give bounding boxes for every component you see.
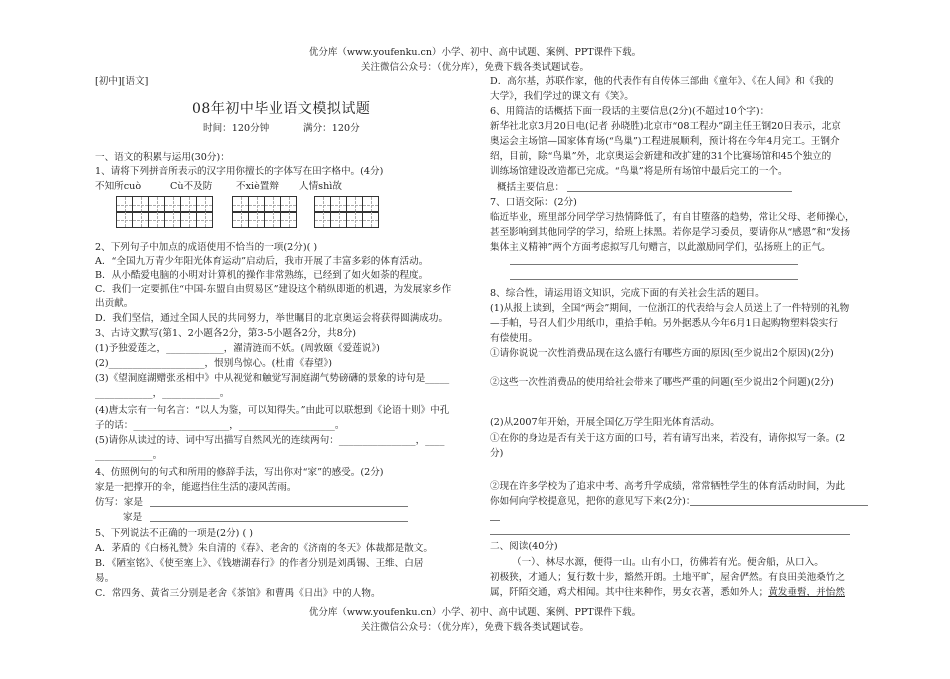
reading-passage-3b-underlined: 黄发垂髫，并怡然: [768, 587, 845, 598]
question-6-passage-4: 训练场馆建设改造都已完成。“鸟巢”将是所有场馆中最后完工的一个。: [490, 166, 788, 177]
pinyin-3: 不xiè置辩: [236, 181, 279, 192]
question-3: 3、古诗文默写(第1、2小题各2分，第3-5小题各2分，共8分): [95, 328, 357, 339]
question-8-sub-2: ②这些一次性消费品的使用给社会带来了哪些严重的问题(至少说出2个问题)(2分): [490, 377, 834, 388]
question-8: 8、综合性，请运用语文知识，完成下面的有关社会生活的题目。: [490, 288, 765, 299]
question-6: 6、用简洁的话概括下面一段话的主要信息(2分)(不超过10个字)：: [490, 106, 770, 117]
question-8-passage-2: —手帕，号召人们少用纸巾，重拾手帕。另外据悉从今年6月1日起购物塑料袋实行: [490, 318, 838, 329]
question-7-passage-1: 临近毕业，班里部分同学学习热情降低了，有自甘堕落的趋势，常让父母、老师操心，: [490, 212, 855, 223]
question-2-option-c-line1: C．我们一定要抓住“中国-东盟自由贸易区”建设这个稍纵即逝的机遇，为发展家乡作: [95, 284, 452, 295]
question-8-passage-3: 有偿使用。: [490, 333, 538, 344]
question-2-option-d: D．我们坚信，通过全国人民的共同努力，举世瞩目的北京奥运会将获得圆满成功。: [95, 313, 449, 324]
question-2-option-c-line2: 出贡献。: [95, 298, 134, 309]
exam-time: 时间：120分钟: [203, 123, 270, 134]
pinyin-4: 人情shì故: [299, 181, 342, 192]
question-2: 2、下列句子中加点的成语使用不恰当的一项(2分)( ): [95, 242, 318, 253]
question-6-answer-label: 概括主要信息：: [497, 182, 565, 193]
question-2-option-a: A．“全国九万青少年阳光体育运动”启动后，我市开展了丰富多彩的体育活动。: [95, 256, 429, 267]
question-8-answer-line-3[interactable]: [490, 534, 850, 535]
question-8-answer-line-2[interactable]: [490, 520, 500, 521]
question-4: 4、仿照例句的句式和所用的修辞手法，写出你对“家”的感受。(2分): [95, 467, 384, 478]
question-5-option-b-line1: B．《陋室铭》、《使至塞上》、《钱塘湖春行》的作者分别是刘禹锡、王维、白居: [95, 558, 424, 569]
question-8-part-2-sub-2-line2: 你如何向学校提意见，把你的意见写下来(2分)：: [490, 496, 696, 507]
question-6-passage-3: 绍，目前，除“鸟巢”外，北京奥运会新建和改扩建的31个比赛场馆和45个独立的: [490, 151, 832, 162]
reading-passage-2: 初极狭，才通人；复行数十步，豁然开朗。土地平旷，屋舍俨然。有良田美池桑竹之: [490, 572, 845, 583]
footer-line-1: 优分库（www.youfenku.cn）小学、初中、高中试题、案例、PPT课件下载。: [308, 607, 642, 618]
question-8-part-2: (2)从2007年开始，开展全国亿万学生阳光体育活动。: [490, 417, 720, 428]
writing-grid-3b[interactable]: [232, 211, 296, 228]
exam-score: 满分：120分: [303, 123, 360, 134]
question-4-answer-2-line[interactable]: [150, 521, 408, 522]
reading-passage-3: [490, 586, 845, 599]
pinyin-2: Cù不及防: [170, 181, 213, 192]
writing-grid-4b[interactable]: [314, 211, 378, 228]
question-6-answer-line[interactable]: [567, 191, 792, 192]
question-3-3-line1: (3)《望洞庭湖赠张丞相中》中从视觉和触觉写洞庭湖气势磅礴的景象的诗句是_____: [95, 373, 450, 384]
question-4-example: 家是一把撑开的伞，能遮挡住生活的凄风苦雨。: [95, 482, 297, 493]
question-6-passage-1: 新华社北京3月20日电(记者 孙晓胜)北京市“08工程办”副主任王钢20日表示，北京: [490, 121, 841, 132]
footer-line-2: 关注微信公众号：（优分库），免费下载各类试题试卷。: [360, 622, 589, 633]
question-8-passage-1: (1)从报上读到，全国“两会”期间，一位浙江的代表给与会人员送上了一件特别的礼物: [490, 303, 850, 314]
question-4-answer-1-label: 仿写：家是: [95, 497, 143, 508]
question-7-answer-line-1[interactable]: [510, 264, 798, 265]
question-2-option-b: B．从小酷爱电脑的小明对计算机的操作非常熟练，已经到了如火如荼的程度。: [95, 270, 429, 281]
question-7-answer-line-2[interactable]: [510, 279, 798, 280]
question-5-option-a: A．茅盾的《白杨礼赞》朱自清的《春》、老舍的《济南的冬天》体裁都是散文。: [95, 543, 433, 554]
question-4-answer-2-label: 家是: [123, 512, 143, 523]
question-5-option-d-line2: 大学》，我们学过的课文有《笑》。: [490, 91, 634, 102]
question-3-4-line1: (4)唐太宗有一句名言：“以人为鉴，可以知得失。”由此可以联想到《论语十则》中孔: [95, 405, 450, 416]
question-3-5-line1: (5)请你从读过的诗、词中写出描写自然风光的连续两句：________________，____: [95, 435, 445, 446]
question-5-option-d-line1: D．高尔基，苏联作家，他的代表作有自传体三部曲《童年》、《在人间》和《我的: [490, 76, 834, 87]
question-3-2: (2)____________________，恨别鸟惊心。(杜甫《春望》): [95, 358, 332, 369]
subject-tag: [初中][语文]: [95, 76, 149, 87]
question-3-3-line2: ____________，____________。: [95, 388, 230, 399]
question-5: 5、下列说法不正确的一项是(2分) ( ): [95, 528, 253, 539]
question-3-4-line2: 子的话：____________________，____________________。: [95, 420, 345, 431]
question-3-5-line2: ____________。: [95, 450, 163, 461]
question-7: 7、口语交际：(2分): [490, 197, 577, 208]
header-line-1: 优分库（www.youfenku.cn）小学、初中、高中试题、案例、PPT课件下载。: [308, 47, 642, 58]
question-5-option-c: C．常四务、黄省三分别是老舍《茶馆》和曹禺《日出》中的人物。: [95, 588, 381, 599]
page-title: 08年初中毕业语文模拟试题: [192, 101, 371, 117]
question-8-answer-line-1[interactable]: [690, 505, 868, 506]
section-1-heading: 一、语文的积累与运用(30分)：: [95, 152, 230, 163]
section-2-heading: 二、阅读(40分): [490, 541, 558, 552]
question-8-sub-1: ①请你说说一次性消费品现在这么盛行有哪些方面的原因(至少说出2个原因)(2分): [490, 348, 834, 359]
header-line-2: 关注微信公众号：（优分库），免费下载各类试题试卷。: [360, 62, 589, 73]
question-8-part-2-sub-1-line2: 分): [490, 448, 504, 459]
question-5-option-b-line2: 易。: [95, 573, 115, 584]
question-8-part-2-sub-1-line1: ①在你的身边是否有关于这方面的口号，若有请写出来，若没有，请你拟写一条。(2: [490, 433, 846, 444]
question-8-part-2-sub-2-line1: ②现在许多学校为了追求中考、高考升学成绩，常常牺牲学生的体育活动时间，为此: [490, 481, 845, 492]
question-7-passage-2: 甚至影响到其他同学的学习，给班上抹黑。若你是学习委员，要请你从“感恩”和“发扬: [490, 227, 851, 238]
question-1: 1、请将下列拼音所表示的汉字用你擅长的字体写在田字格中。(4分): [95, 166, 384, 177]
question-3-1: (1)予独爱莲之，____________，濯清涟而不妖。(周敦颐《爱莲说》): [95, 343, 380, 354]
question-7-passage-3: 集体主义精神”两个方面考虑拟写几句赠言，以此激励同学们，弘扬班上的正气。: [490, 242, 831, 253]
question-4-answer-1-line[interactable]: [150, 506, 408, 507]
question-6-passage-2: 奥运会主场馆—国家体育场(“鸟巢”)工程进展顺利，预计将在今年4月完工。王钢介: [490, 136, 840, 147]
reading-passage-3a: 属，阡陌交通，鸡犬相闻。其中往来种作，男女衣著，悉如外人；: [490, 587, 769, 598]
pinyin-1: 不知所cuò: [95, 181, 142, 192]
writing-grid-2b[interactable]: [164, 211, 212, 228]
reading-passage-1: （一）、林尽水源，便得一山。山有小口，彷佛若有光。便舍船，从口入。: [512, 557, 824, 568]
